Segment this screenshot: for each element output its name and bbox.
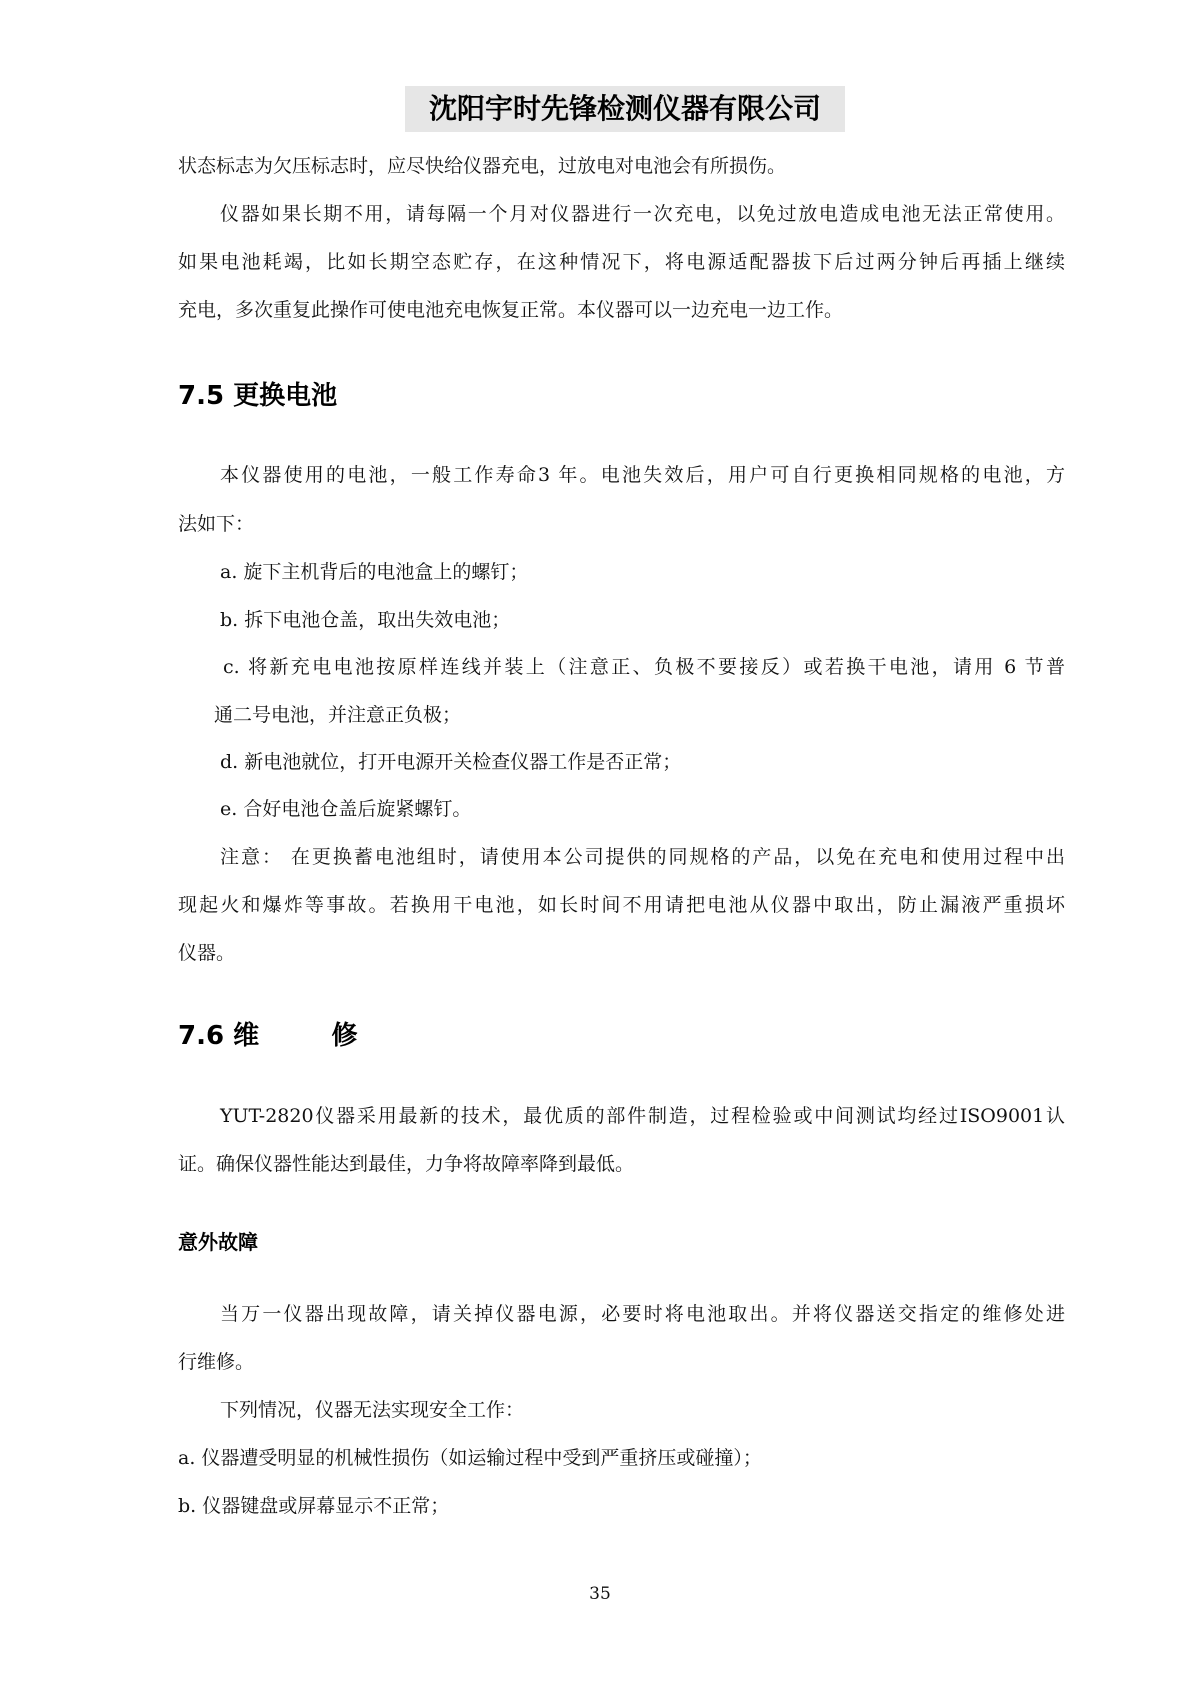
battery-step-d: d. 新电池就位，打开电源开关检查仪器工作是否正常；: [220, 751, 682, 773]
battery-step-c: c. 将新充电电池按原样连线并装上（注意正、负极不要接反）或若换干电池，请用 6 节普: [223, 656, 1065, 678]
repair-para-line1: YUT-2820仪器采用最新的技术，最优质的部件制造，过程检验或中间测试均经过ISO9001认: [220, 1105, 1065, 1127]
charging-para2-line1: 仪器如果长期不用，请每隔一个月对仪器进行一次充电，以免过放电造成电池无法正常使用。: [220, 203, 1065, 225]
battery-step-e: e. 合好电池仓盖后旋紧螺钉。: [220, 798, 472, 820]
fault-para-line2: 行维修。: [178, 1351, 255, 1373]
repair-para-line2: 证。确保仪器性能达到最佳，力争将故障率降到最低。: [178, 1153, 635, 1175]
charging-para2-line3: 充电，多次重复此操作可使电池充电恢复正常。本仪器可以一边充电一边工作。: [178, 299, 844, 321]
battery-step-c-cont: 通二号电池，并注意正负极；: [214, 704, 462, 726]
section-heading-7-6: 7.6 维 修: [178, 1021, 358, 1051]
battery-step-a: a. 旋下主机背后的电池盒上的螺钉；: [220, 561, 529, 583]
fault-list-intro: 下列情况，仪器无法实现安全工作：: [220, 1399, 525, 1421]
battery-intro-line2: 法如下：: [178, 513, 255, 535]
section-heading-7-5: 7.5 更换电池: [178, 381, 338, 411]
battery-intro-line1: 本仪器使用的电池，一般工作寿命3 年。电池失效后，用户可自行更换相同规格的电池，方: [220, 464, 1065, 486]
battery-step-b: b. 拆下电池仓盖，取出失效电池；: [220, 609, 511, 631]
company-name: 沈阳宇时先锋检测仪器有限公司: [428, 92, 821, 125]
fault-item-a: a. 仪器遭受明显的机械性损伤（如运输过程中受到严重挤压或碰撞）；: [178, 1447, 762, 1469]
battery-note-line3: 仪器。: [178, 942, 236, 964]
page-number: 35: [589, 1584, 611, 1604]
charging-para1-line1: 状态标志为欠压标志时，应尽快给仪器充电，过放电对电池会有所损伤。: [178, 155, 787, 177]
charging-para2-line2: 如果电池耗竭，比如长期空态贮存，在这种情况下，将电源适配器拔下后过两分钟后再插上继续: [178, 251, 1065, 273]
fault-para-line1: 当万一仪器出现故障，请关掉仪器电源，必要时将电池取出。并将仪器送交指定的维修处进: [220, 1303, 1065, 1325]
battery-note-line1: 注意： 在更换蓄电池组时，请使用本公司提供的同规格的产品，以免在充电和使用过程中出: [220, 846, 1065, 868]
section-heading-fault: 意外故障: [178, 1230, 258, 1254]
fault-item-b: b. 仪器键盘或屏幕显示不正常；: [178, 1495, 450, 1517]
battery-note-line2: 现起火和爆炸等事故。若换用干电池，如长时间不用请把电池从仪器中取出，防止漏液严重损坏: [178, 894, 1065, 916]
